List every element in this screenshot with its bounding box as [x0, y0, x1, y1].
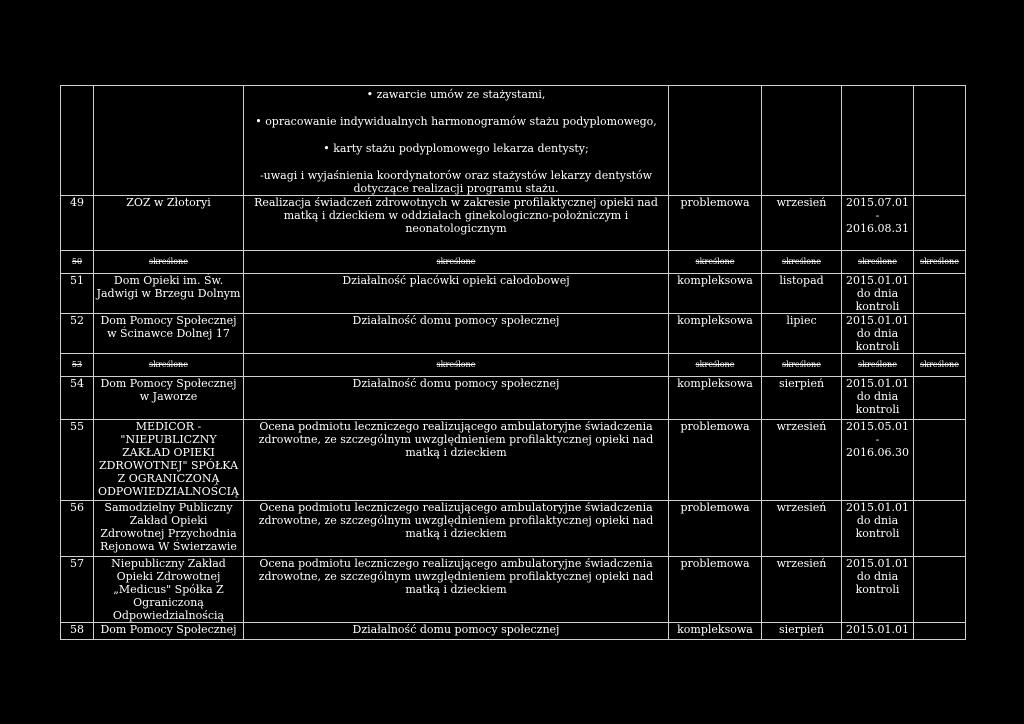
cell-entity: ZOZ w Złotoryi: [94, 196, 244, 251]
cell-month: wrzesień: [762, 196, 842, 251]
table-row: [61, 196, 966, 251]
cell-month: [762, 86, 842, 196]
table-row-deleted: [61, 354, 966, 377]
cell-extra: [914, 86, 966, 196]
cell-type: problemowa: [669, 196, 762, 251]
cell-period: 2015.07.01 - 2016.08.31: [842, 196, 914, 251]
cell-extra: skreślone: [914, 251, 966, 274]
cell-entity: Niepubliczny Zakład Opieki Zdrowotnej „Medicus" Spółka Z Ograniczoną Odpowiedzialnością: [94, 557, 244, 623]
cell-period: skreślone: [842, 354, 914, 377]
cell-month: wrzesień: [762, 501, 842, 557]
cell-month: wrzesień: [762, 420, 842, 501]
cell-type: problemowa: [669, 557, 762, 623]
cell-scope: Działalność placówki opieki całodobowej: [244, 274, 669, 314]
cell-entity: Dom Opieki im. Św. Jadwigi w Brzegu Dolnym: [94, 274, 244, 314]
cell-scope: Działalność domu pomocy społecznej: [244, 314, 669, 354]
cell-month: lipiec: [762, 314, 842, 354]
table-row: [61, 314, 966, 354]
cell-extra: [914, 557, 966, 623]
cell-month: skreślone: [762, 354, 842, 377]
table-row: [61, 501, 966, 557]
table-row-continued: [61, 86, 966, 196]
cell-month: wrzesień: [762, 557, 842, 623]
cell-period: 2015.01.01 do dnia kontroli: [842, 314, 914, 354]
inspection-plan-table: [60, 85, 966, 640]
cell-entity: Dom Pomocy Społecznej w Jaworze: [94, 377, 244, 420]
cell-entity: skreślone: [94, 354, 244, 377]
table-row: [61, 377, 966, 420]
cell-month: listopad: [762, 274, 842, 314]
cell-extra: [914, 501, 966, 557]
cell-no: 55: [61, 420, 94, 501]
table-row: [61, 623, 966, 640]
cell-scope: Działalność domu pomocy społecznej: [244, 377, 669, 420]
cell-type: skreślone: [669, 354, 762, 377]
cell-no: [61, 86, 94, 196]
cell-entity: Dom Pomocy Społecznej: [94, 623, 244, 640]
cell-period: 2015.01.01 do dnia kontroli: [842, 501, 914, 557]
cell-period: 2015.01.01: [842, 623, 914, 640]
cell-type: problemowa: [669, 501, 762, 557]
cell-period: 2015.01.01 do dnia kontroli: [842, 557, 914, 623]
bullet-item: • opracowanie indywidualnych harmonogramów stażu podyplomowego,: [255, 115, 657, 128]
cell-scope: Realizacja świadczeń zdrowotnych w zakresie profilaktycznej opieki nad matką i dzieckiem w oddziałach ginekologiczno-położniczym i neonatologicznym: [244, 196, 669, 251]
cell-type: skreślone: [669, 251, 762, 274]
cell-scope: skreślone: [244, 354, 669, 377]
cell-no: 53: [61, 354, 94, 377]
cell-month: sierpień: [762, 623, 842, 640]
cell-period: 2015.01.01 do dnia kontroli: [842, 274, 914, 314]
cell-scope: skreślone: [244, 251, 669, 274]
cell-scope: Ocena podmiotu leczniczego realizującego ambulatoryjne świadczenia zdrowotne, ze szczególnym uwzględnieniem profilaktycznej opieki nad matką i dzieckiem: [244, 420, 669, 501]
cell-type: kompleksowa: [669, 377, 762, 420]
cell-no: 57: [61, 557, 94, 623]
cell-extra: skreślone: [914, 354, 966, 377]
cell-type: kompleksowa: [669, 274, 762, 314]
cell-scope: Ocena podmiotu leczniczego realizującego ambulatoryjne świadczenia zdrowotne, ze szczególnym uwzględnieniem profilaktycznej opieki nad matką i dzieckiem: [244, 557, 669, 623]
cell-extra: [914, 377, 966, 420]
cell-no: 56: [61, 501, 94, 557]
cell-period: [842, 86, 914, 196]
table-body: [61, 86, 966, 640]
cell-entity: Dom Pomocy Społecznej w Ścinawce Dolnej 17: [94, 314, 244, 354]
cell-no: 54: [61, 377, 94, 420]
table-row: [61, 420, 966, 501]
cell-entity: Samodzielny Publiczny Zakład Opieki Zdrowotnej Przychodnia Rejonowa W Świerzawie: [94, 501, 244, 557]
cell-extra: [914, 274, 966, 314]
cell-no: 52: [61, 314, 94, 354]
scope-bullet-list: [246, 88, 666, 169]
cell-month: sierpień: [762, 377, 842, 420]
cell-month: skreślone: [762, 251, 842, 274]
cell-period: skreślone: [842, 251, 914, 274]
table-row-deleted: [61, 251, 966, 274]
cell-scope: Ocena podmiotu leczniczego realizującego ambulatoryjne świadczenia zdrowotne, ze szczególnym uwzględnieniem profilaktycznej opieki nad matką i dzieckiem: [244, 501, 669, 557]
table-row: [61, 557, 966, 623]
cell-no: 51: [61, 274, 94, 314]
cell-scope: [244, 86, 669, 196]
cell-type: kompleksowa: [669, 623, 762, 640]
cell-extra: [914, 420, 966, 501]
cell-period: 2015.01.01 do dnia kontroli: [842, 377, 914, 420]
scope-note: -uwagi i wyjaśnienia koordynatorów oraz stażystów lekarzy dentystów dotyczące realizacji programu stażu.: [259, 169, 653, 195]
cell-no: 50: [61, 251, 94, 274]
cell-type: [669, 86, 762, 196]
cell-extra: [914, 196, 966, 251]
cell-no: 58: [61, 623, 94, 640]
cell-entity: MEDICOR - "NIEPUBLICZNY ZAKŁAD OPIEKI ZDROWOTNEJ" SPÓŁKA Z OGRANICZONĄ ODPOWIEDZIALNOŚCIĄ: [94, 420, 244, 501]
cell-entity: [94, 86, 244, 196]
cell-scope: Działalność domu pomocy społecznej: [244, 623, 669, 640]
cell-no: 49: [61, 196, 94, 251]
cell-type: kompleksowa: [669, 314, 762, 354]
cell-extra: [914, 314, 966, 354]
cell-period: 2015.05.01 - 2016.06.30: [842, 420, 914, 501]
table-row: [61, 274, 966, 314]
cell-type: problemowa: [669, 420, 762, 501]
cell-extra: [914, 623, 966, 640]
cell-entity: skreślone: [94, 251, 244, 274]
bullet-item: • zawarcie umów ze stażystami,: [366, 88, 546, 101]
bullet-item: • karty stażu podyplomowego lekarza dentysty;: [323, 142, 589, 155]
